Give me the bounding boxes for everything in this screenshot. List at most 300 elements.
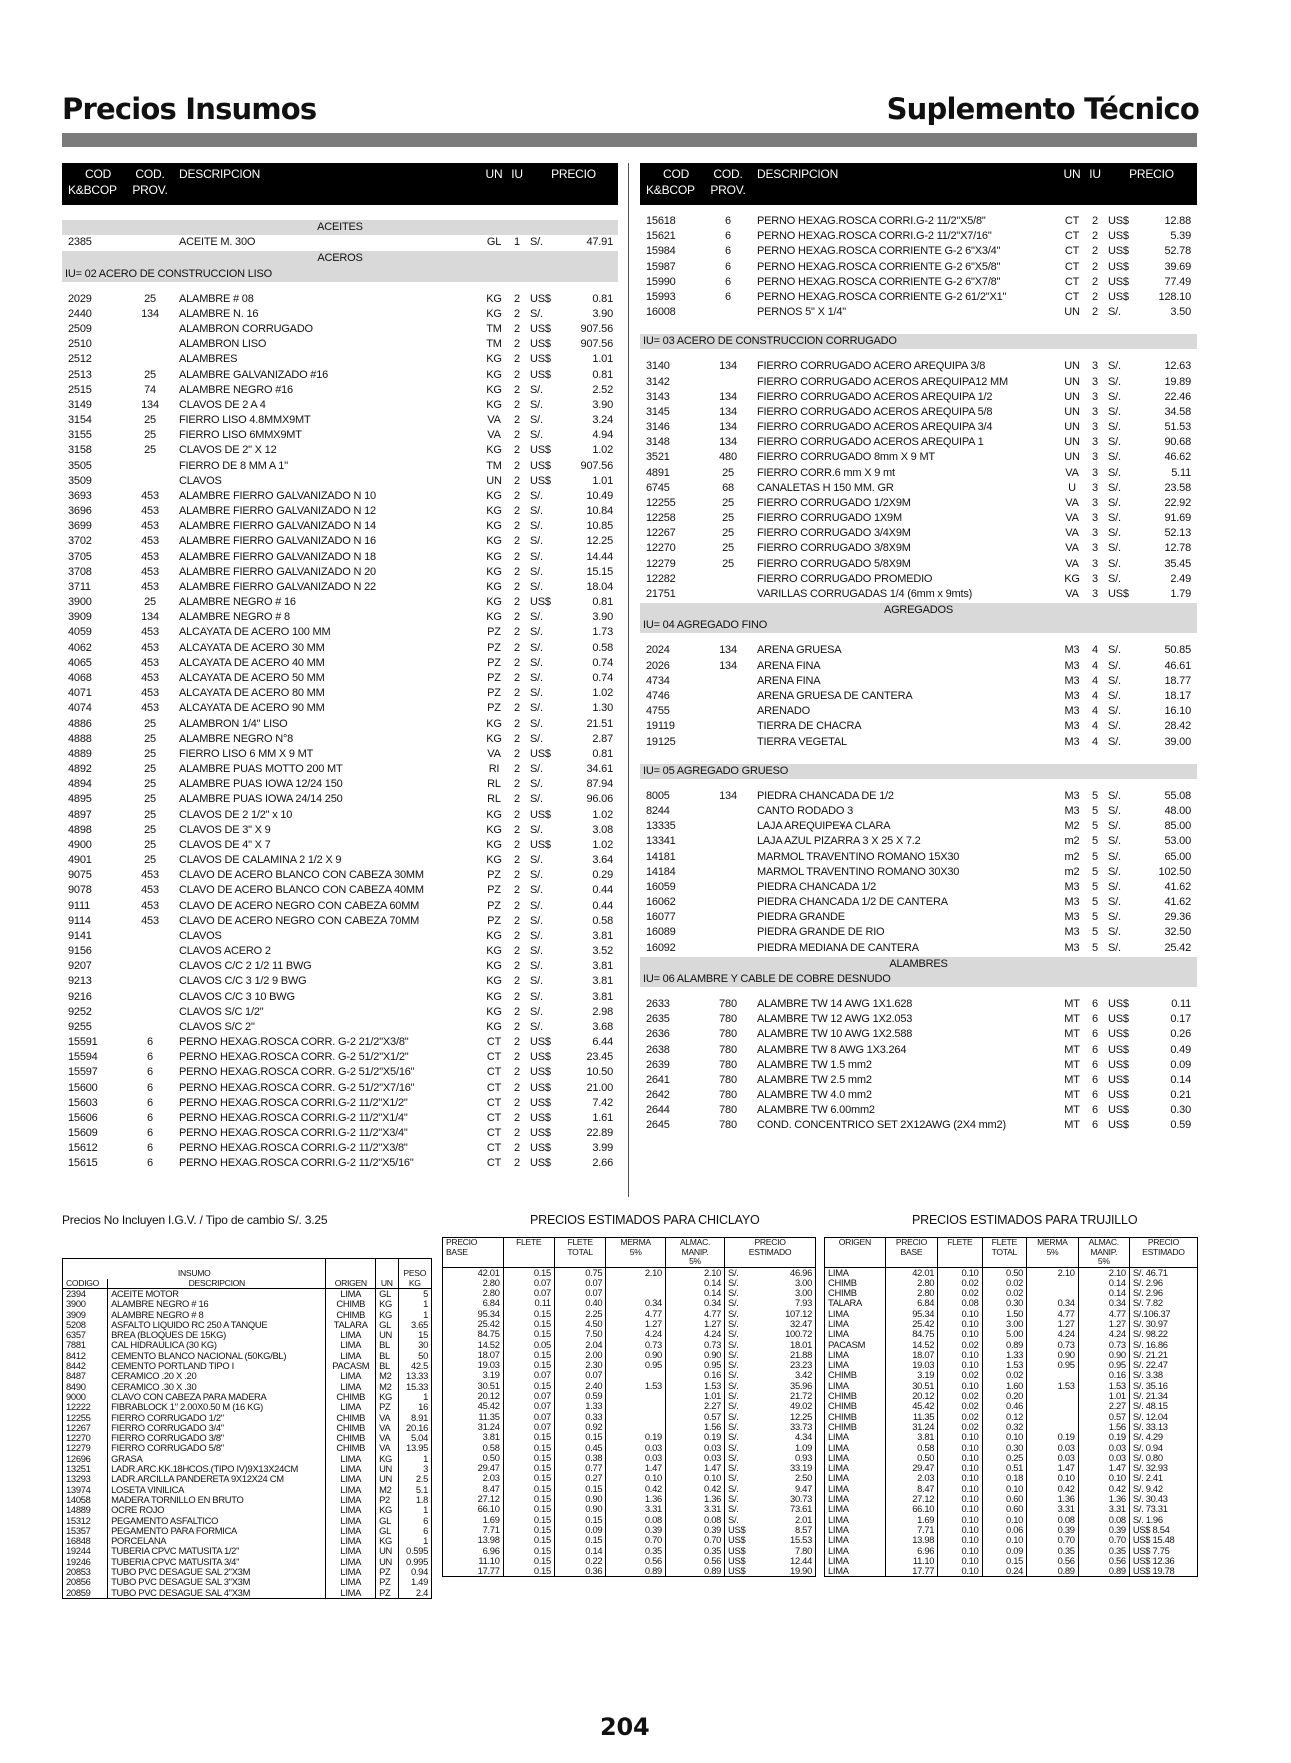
cell-flete-total: 0.10 [982,1484,1027,1494]
price-row [62,686,618,701]
cell-origen: LIMA [326,1588,376,1599]
item-description: FIERRO CORRUGADO ACEROS AREQUIPA 1 [757,436,984,449]
cell-flete-total: 0.10 [982,1515,1027,1525]
cell-merma: 0.89 [606,1566,666,1577]
cell-origen: LIMA [825,1453,886,1463]
item-description: ARENA GRUESA DE CANTERA [757,689,913,702]
item-description: ARENA FINA [757,674,821,687]
item-iu: 2 [514,353,520,366]
item-code: 12258 [646,512,676,525]
th-base: BASE [900,1246,923,1257]
cell-precio-estimado: S/. 3.38 [1132,1369,1163,1381]
th-precio: PRECIO [895,1237,927,1247]
cell-precio-base: 6.96 [885,1546,937,1556]
provider-code: 6 [147,1096,153,1109]
cell-precio-estimado: S/. 30.43 [1132,1493,1168,1505]
item-price: 0.58 [592,641,613,654]
table-row [825,1566,1198,1577]
item-iu: 5 [1092,941,1098,954]
cell-almac: 4.24 [1078,1329,1129,1339]
item-iu: 2 [514,1005,520,1018]
cell-peso: 3.65 [410,1318,428,1330]
cell-flete: 0.10 [938,1473,982,1483]
item-currency: S/. [530,671,543,684]
item-currency: S/. [1108,557,1121,570]
cell-flete-total: 0.15 [554,1432,605,1442]
cell-flete-total: 1.53 [982,1360,1027,1370]
cell-flete: 0.02 [938,1401,982,1411]
cell-precio-base: 95.34 [885,1309,937,1319]
item-description: ALAMBRE TW 2.5 mm2 [757,1073,872,1086]
item-unit: CT [1064,290,1080,303]
item-price: 0.44 [592,884,613,897]
item-iu: 6 [1092,1043,1098,1056]
price-row [640,674,1197,689]
cell-flete-total: 0.10 [982,1535,1027,1545]
th-precio2: PRECIO [754,1237,786,1247]
item-iu: 2 [514,1127,520,1140]
item-code: 3521 [646,451,670,464]
item-iu: 2 [514,307,520,320]
cell-flete: 0.10 [938,1546,982,1556]
provider-code: 25 [144,778,156,791]
th-almac-pct: 5% [1097,1256,1110,1266]
cell-almac: 0.03 [1078,1453,1129,1463]
price-row [62,1156,618,1171]
item-description: ALAMBRE NEGRO N°8 [179,732,294,745]
item-description: ALAMBRE NEGRO #16 [179,383,293,396]
cell-descripcion: TUBO PVC DESAGUE SAL 3"X3M [108,1577,326,1587]
item-currency: S/. [530,520,543,533]
item-iu: 2 [514,656,520,669]
cell-almac: 2.10 [1078,1267,1129,1278]
cell-codigo: 8487 [63,1371,108,1381]
item-unit: RI [488,763,500,776]
cell-precio-base: 42.01 [885,1267,937,1278]
price-row [62,853,618,868]
cell-peso: 1.8 [415,1493,428,1505]
item-currency: S/. [530,505,543,518]
item-unit: M2 [1064,820,1080,833]
cell-almac: 0.16 [1078,1370,1129,1380]
item-code: 16059 [646,880,676,893]
cell-merma: 0.70 [1027,1535,1079,1545]
item-currency: S/. [1108,911,1121,924]
cell-un: VA [376,1413,398,1423]
item-currency: S/. [1108,405,1121,418]
item-price: 1.30 [592,702,613,715]
item-iu: 3 [1092,451,1098,464]
item-description: ALCAYATA DE ACERO 100 MM [179,626,331,639]
cell-almac: 1.56 [1078,1422,1129,1432]
cell-flete: 0.07 [503,1370,554,1380]
item-price: 2.98 [592,1005,613,1018]
cell-precio-estimado: 73.61 [790,1503,812,1515]
item-currency: S/. [1108,360,1121,373]
cell-precio-estimado: 3.00 [794,1276,812,1288]
item-unit: MT [1064,1058,1080,1071]
cell-flete: 0.15 [503,1267,554,1278]
cell-almac: 0.89 [665,1566,724,1577]
cell-origen: TALARA [326,1320,376,1330]
cell-origen: CHIMB [825,1278,886,1288]
cell-flete-total: 0.50 [982,1267,1027,1278]
cell-origen: LIMA [825,1360,886,1370]
cell-precio-base: 2.80 [443,1288,504,1298]
cell-descripcion: PEGAMENTO ASFALTICO [108,1516,326,1526]
item-iu: 2 [514,383,520,396]
th-almac [665,1238,724,1268]
cell-precio-base: 2.80 [885,1278,937,1288]
item-code: 14184 [646,865,676,878]
item-price: 102.50 [1158,865,1191,878]
cell-precio-estimado: 100.72 [785,1328,812,1340]
item-currency: US$ [530,292,551,305]
spacer [640,320,1197,334]
item-currency: US$ [530,1081,551,1094]
cell-merma [1027,1391,1079,1401]
cell-codigo: 8412 [63,1351,108,1361]
price-row [62,732,618,747]
item-unit: MT [1064,1089,1080,1102]
cell-almac: 0.03 [1078,1443,1129,1453]
cell-un: P2 [376,1495,398,1505]
item-currency: S/. [530,945,543,958]
item-iu: 6 [1092,1089,1098,1102]
item-description: PERNO HEXAG.ROSCA CORRI.G-2 11/2"X5/8" [757,215,986,227]
cell-merma: 0.03 [1027,1453,1079,1463]
item-currency: S/. [530,565,543,578]
hdr-kbcop: K&BCOP [646,183,695,197]
price-row [62,1141,618,1156]
item-iu: 2 [514,626,520,639]
price-row [640,1012,1197,1027]
item-price: 48.00 [1164,805,1191,818]
cell-flete: 0.07 [503,1288,554,1298]
item-price: 34.58 [1164,405,1191,418]
price-row [640,643,1197,658]
cell-un: GL [376,1320,398,1330]
cell-codigo: 20853 [63,1567,108,1577]
cell-precio-base: 66.10 [443,1504,504,1514]
cell-precio-base: 29.47 [885,1463,937,1473]
item-unit: KG [486,596,502,609]
item-iu: 2 [514,535,520,548]
cell-almac: 3.31 [1078,1504,1129,1514]
item-code: 4888 [68,732,92,745]
item-unit: KG [486,854,502,867]
item-description: PERNOS 5" X 1/4" [757,306,846,319]
price-row [62,1081,618,1096]
price-row [62,914,618,929]
provider-code: 134 [719,360,737,373]
th-un: UN [376,1279,398,1289]
th-insumo: INSUMO [63,1259,326,1279]
item-iu: 2 [514,960,520,973]
cell-origen: LIMA [825,1484,886,1494]
item-code: 15621 [646,230,676,243]
cell-un: KG [376,1299,398,1309]
cell-flete-total: 0.09 [554,1525,605,1535]
cell-precio-base: 11.10 [443,1556,504,1566]
item-price: 0.11 [1171,998,1191,1011]
item-description: ALAMBRE FIERRO GALVANIZADO N 10 [179,489,376,502]
cell-almac: 1.01 [665,1391,724,1401]
item-code: 3142 [646,375,670,388]
cell-moneda: S/. [728,1400,739,1412]
item-price: 12.88 [1164,215,1191,227]
cell-flete-total: 0.25 [982,1453,1027,1463]
item-code: 2513 [68,368,92,381]
item-unit: M3 [1064,674,1080,687]
item-code: 13341 [646,835,676,848]
cell-precio-base: 2.80 [443,1278,504,1288]
hdr-codp: COD. [135,167,165,181]
cell-flete-total: 0.51 [982,1463,1027,1473]
chiclayo-body [443,1267,816,1577]
cell-flete-total: 0.36 [554,1566,605,1577]
price-row [62,352,618,367]
item-unit: TM [486,323,502,336]
item-price: 7.42 [592,1096,613,1109]
cell-moneda: S/. [728,1348,739,1360]
cell-precio-estimado: S/. 48.15 [1132,1400,1168,1412]
cell-origen: LIMA [825,1432,886,1442]
item-code: 3708 [68,565,92,578]
item-unit: KG [1064,572,1080,585]
price-row [62,974,618,989]
cell-moneda: S/. [728,1493,739,1505]
item-price: 12.25 [586,535,613,548]
item-currency: US$ [530,338,551,351]
page-number: 204 [600,1713,650,1741]
cell-flete: 0.15 [503,1473,554,1483]
item-iu: 2 [514,338,520,351]
table-row [825,1535,1198,1545]
igv-note: Precios No Incluyen I.G.V. / Tipo de cambio S/. 3.25 [62,1213,328,1227]
cell-precio-estimado: S/. 16.86 [1132,1338,1168,1350]
item-iu: 4 [1092,720,1098,733]
cell-codigo: 8442 [63,1361,108,1371]
cell-descripcion: FIERRO CORRUGADO 5/8" [108,1443,326,1453]
item-code: 3909 [68,611,92,624]
item-price: 29.36 [1164,911,1191,924]
item-code: 9075 [68,869,92,882]
cell-un: UN [376,1557,398,1567]
provider-code: 6 [147,1066,153,1079]
th-merma-pct: 5% [1046,1246,1059,1257]
item-price: 1.02 [592,838,613,851]
item-unit: CT [1064,260,1080,273]
item-unit: KG [486,550,502,563]
item-currency: S/. [530,960,543,973]
cell-precio-estimado: 15.53 [790,1534,812,1546]
item-currency: US$ [1108,1073,1129,1086]
item-description: PIEDRA CHANCADA 1/2 DE CANTERA [757,896,948,909]
cell-precio-estimado: S/. 12.04 [1132,1410,1168,1422]
cell-peso: 2.5 [415,1473,428,1485]
provider-code: 453 [141,671,159,684]
provider-code: 6 [725,230,731,243]
cell-precio-base: 25.42 [443,1319,504,1329]
item-description: FIERRO CORRUGADO ACEROS AREQUIPA 5/8 [757,405,993,418]
price-row [640,466,1197,481]
price-row [62,292,618,307]
cell-flete: 0.10 [938,1360,982,1370]
cell-origen: LIMA [326,1351,376,1361]
item-iu: 2 [514,899,520,912]
table-row [825,1432,1198,1442]
cell-peso: 30 [418,1339,428,1351]
cell-moneda: S/. [728,1420,739,1432]
th-manip: MANIP. [681,1246,709,1257]
item-description: ALCAYATA DE ACERO 90 MM [179,702,325,715]
cell-precio-estimado: S/. 33.13 [1132,1420,1168,1432]
item-unit: KG [486,444,502,457]
cell-flete: 0.10 [938,1432,982,1442]
item-currency: US$ [530,459,551,472]
th-precio2: PRECIO [1147,1237,1179,1247]
cell-un: VA [376,1443,398,1453]
cell-almac: 1.36 [1078,1494,1129,1504]
price-row [62,413,618,428]
cell-codigo: 12222 [63,1402,108,1412]
item-iu: 2 [514,1081,520,1094]
item-description: CLAVOS C/C 3 10 BWG [179,990,295,1003]
price-row [62,459,618,474]
item-iu: 4 [1092,705,1098,718]
cell-origen: CHIMB [326,1299,376,1309]
item-unit: KG [486,398,502,411]
item-price: 1.02 [592,808,613,821]
item-code: 3145 [646,405,670,418]
cell-almac: 0.70 [665,1535,724,1545]
cell-precio-base: 29.47 [443,1463,504,1473]
cell-origen: PACASM [326,1361,376,1371]
cell-merma: 0.95 [606,1360,666,1370]
header-rule [62,133,1197,147]
provider-code: 25 [144,717,156,730]
item-code: 9141 [68,929,92,942]
item-currency: S/. [1108,375,1121,388]
item-iu: 2 [1092,230,1098,243]
cell-precio-estimado: US$ 19.78 [1132,1565,1175,1577]
price-row [62,1096,618,1111]
item-unit: CT [486,1066,502,1079]
price-row [640,895,1197,910]
item-iu: 3 [1092,390,1098,403]
cell-flete: 0.10 [938,1267,982,1278]
price-row [62,959,618,974]
item-description: FIERRO CORRUGADO 3/4X9M [757,527,911,540]
item-unit: KG [486,580,502,593]
item-price: 5.39 [1170,230,1191,243]
cell-almac: 0.70 [1078,1535,1129,1545]
cell-descripcion: LADR.ARCILLA PANDERETA 9X12X24 CM [108,1474,326,1484]
item-currency: S/. [530,793,543,806]
cell-origen: LIMA [825,1546,886,1556]
item-code: 15618 [646,215,676,227]
cell-merma: 4.77 [606,1309,666,1319]
cell-precio-estimado: 32.47 [790,1317,812,1329]
cell-precio-estimado: S/. 21.34 [1132,1390,1168,1402]
cell-precio-estimado: 21.72 [790,1390,812,1402]
item-price: 1.61 [592,1111,613,1124]
cell-descripcion: CERAMICO .20 X .20 [108,1371,326,1381]
item-price: 3.52 [592,945,613,958]
item-unit: TM [486,459,502,472]
item-price: 23.45 [586,1051,613,1064]
item-currency: US$ [1108,245,1129,258]
item-price: 50.85 [1164,644,1191,657]
title-chiclayo: PRECIOS ESTIMADOS PARA CHICLAYO [530,1213,760,1227]
item-currency: S/. [1108,496,1121,509]
item-unit: KG [486,292,502,305]
cell-descripcion: CAL HIDRAULICA (30 KG) [108,1340,326,1350]
item-code: 12270 [646,542,676,555]
item-code: 4755 [646,705,670,718]
th-origen: ORIGEN [825,1238,886,1268]
item-iu: 2 [514,1096,520,1109]
item-currency: S/. [1108,835,1121,848]
cell-flete-total: 0.09 [982,1546,1027,1556]
cell-precio-estimado: US$ 7.75 [1132,1544,1170,1556]
item-price: 0.81 [592,596,613,609]
price-row [640,511,1197,526]
item-currency: S/. [1108,735,1121,748]
item-iu: 2 [514,489,520,502]
item-currency: US$ [1108,1089,1129,1102]
item-price: 10.84 [586,505,613,518]
cell-descripcion: FIERRO CORRUGADO 3/4" [108,1423,326,1433]
item-description: ACEITE M. 30O [179,236,256,249]
cell-origen: LIMA [326,1526,376,1536]
cell-almac: 0.16 [665,1370,724,1380]
th-origen: ORIGEN [326,1279,376,1289]
price-row [640,420,1197,435]
item-description: PERNO HEXAG.ROSCA CORRI.G-2 11/2"X1/4" [179,1111,408,1124]
item-description: ALCAYATA DE ACERO 40 MM [179,656,325,669]
item-price: 18.17 [1164,689,1191,702]
insumos-body [63,1289,432,1599]
cell-flete-total: 0.18 [982,1473,1027,1483]
item-currency: US$ [1108,998,1129,1011]
cell-un: UN [376,1474,398,1484]
cell-peso: 3 [423,1463,428,1475]
provider-code: 25 [722,557,734,570]
cell-un: BL [376,1351,398,1361]
provider-code: 780 [719,1089,737,1102]
cell-flete-total: 0.06 [982,1525,1027,1535]
cell-flete: 0.10 [938,1319,982,1329]
cell-precio-estimado: 2.01 [794,1513,812,1525]
item-price: 4.94 [592,429,613,442]
cell-moneda: S/. [728,1307,739,1319]
item-code: 13335 [646,820,676,833]
item-code: 15615 [68,1157,98,1170]
price-row [62,1126,618,1141]
cell-flete-total: 0.90 [554,1504,605,1514]
item-unit: M3 [1064,644,1080,657]
cell-un: PZ [376,1567,398,1577]
cell-merma [606,1278,666,1288]
item-description: CLAVOS DE 3" X 9 [179,823,271,836]
item-iu: 5 [1092,865,1098,878]
item-currency: US$ [1108,1119,1129,1132]
cell-precio-estimado: 3.00 [794,1287,812,1299]
item-code: 2644 [646,1104,670,1117]
provider-code: 6 [725,245,731,258]
